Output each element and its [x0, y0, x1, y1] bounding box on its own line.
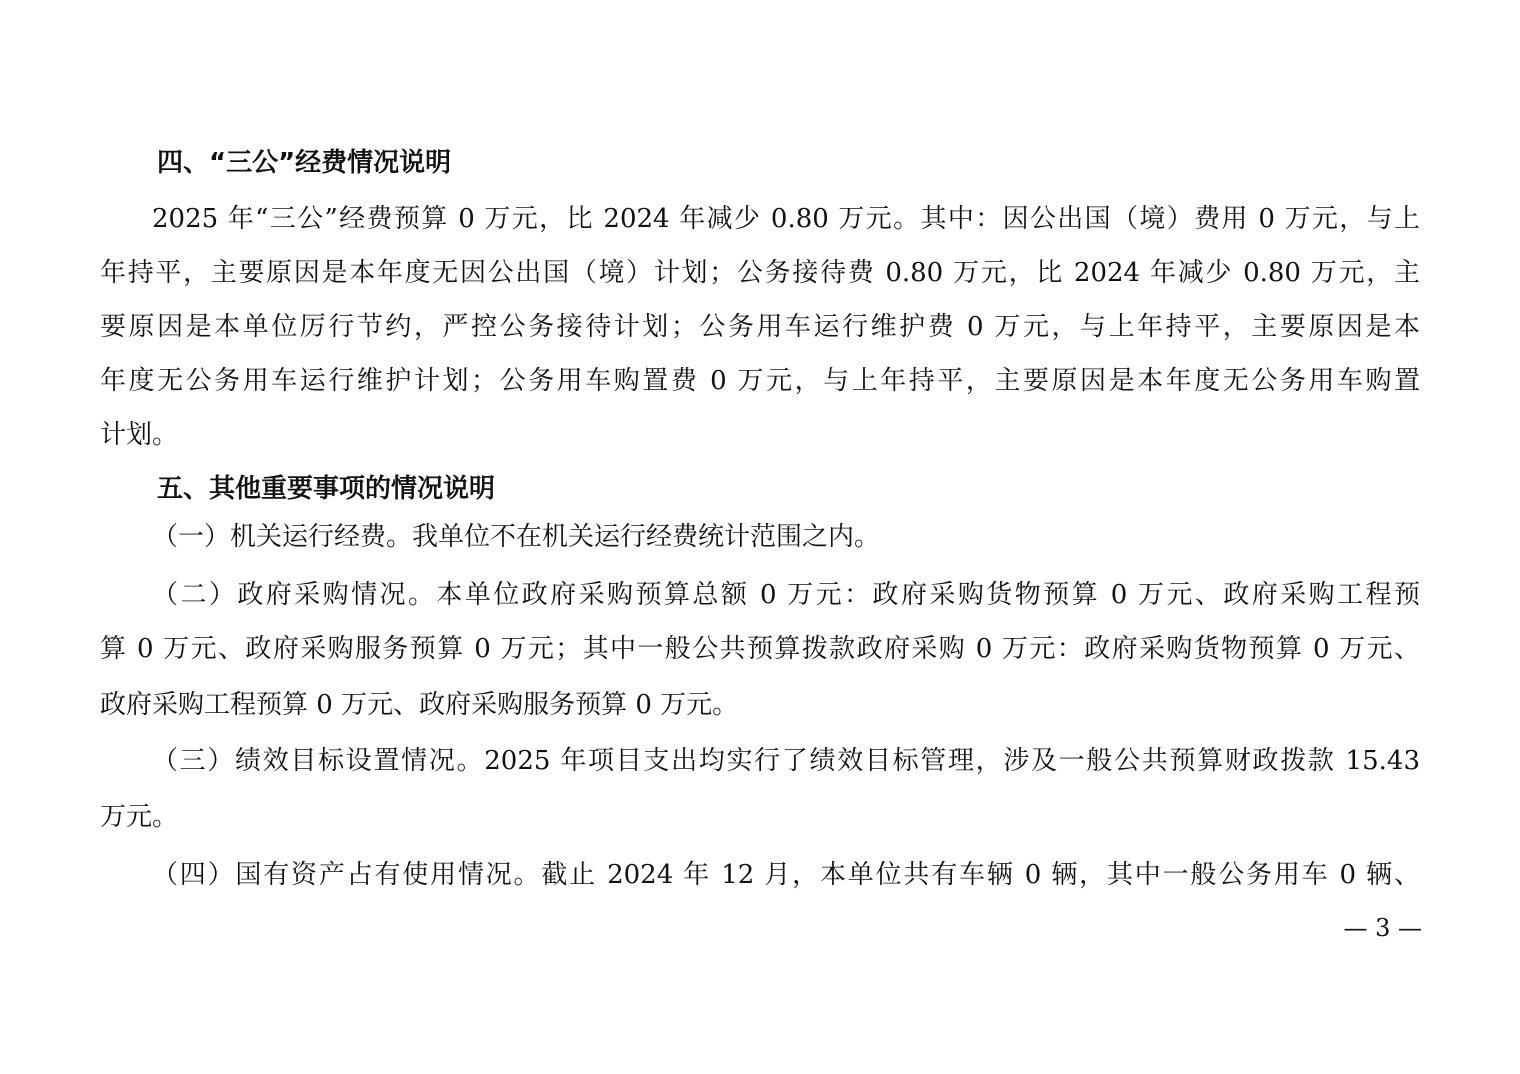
item-2-line: 算 0 万元、政府采购服务预算 0 万元；其中一般公共预算拨款政府采购 0 万元：政府采购货物预算 0 万元、: [100, 634, 1420, 664]
section-4-paragraph-line: 要原因是本单位厉行节约，严控公务接待计划；公务用车运行维护费 0 万元，与上年持平，主要原因是本: [100, 312, 1420, 342]
section-4-heading: 四、“三公”经费情况说明: [157, 148, 452, 178]
item-2-line: （二）政府采购情况。本单位政府采购预算总额 0 万元：政府采购货物预算 0 万元、政府采购工程预: [152, 580, 1420, 610]
section-4-paragraph-line: 2025 年“三公”经费预算 0 万元，比 2024 年减少 0.80 万元。其中：因公出国（境）费用 0 万元，与上: [152, 204, 1420, 234]
page-number: — 3 —: [1343, 914, 1422, 942]
item-1-line: （一）机关运行经费。我单位不在机关运行经费统计范围之内。: [152, 522, 881, 552]
item-2-line: 政府采购工程预算 0 万元、政府采购服务预算 0 万元。: [100, 690, 739, 720]
item-4-line: （四）国有资产占有使用情况。截止 2024 年 12 月，本单位共有车辆 0 辆，其中一般公务用车 0 辆、: [152, 860, 1420, 890]
section-4-paragraph-line: 年持平，主要原因是本年度无因公出国（境）计划；公务接待费 0.80 万元，比 2024 年减少 0.80 万元，主: [100, 258, 1420, 288]
section-4-paragraph-line: 计划。: [100, 420, 179, 450]
item-3-line: （三）绩效目标设置情况。2025 年项目支出均实行了绩效目标管理，涉及一般公共预算财政拨款 15.43: [152, 746, 1420, 776]
section-4-paragraph-line: 年度无公务用车运行维护计划；公务用车购置费 0 万元，与上年持平，主要原因是本年度无公务用车购置: [100, 366, 1420, 396]
section-5-heading: 五、其他重要事项的情况说明: [157, 474, 496, 504]
item-3-line: 万元。: [100, 802, 179, 832]
